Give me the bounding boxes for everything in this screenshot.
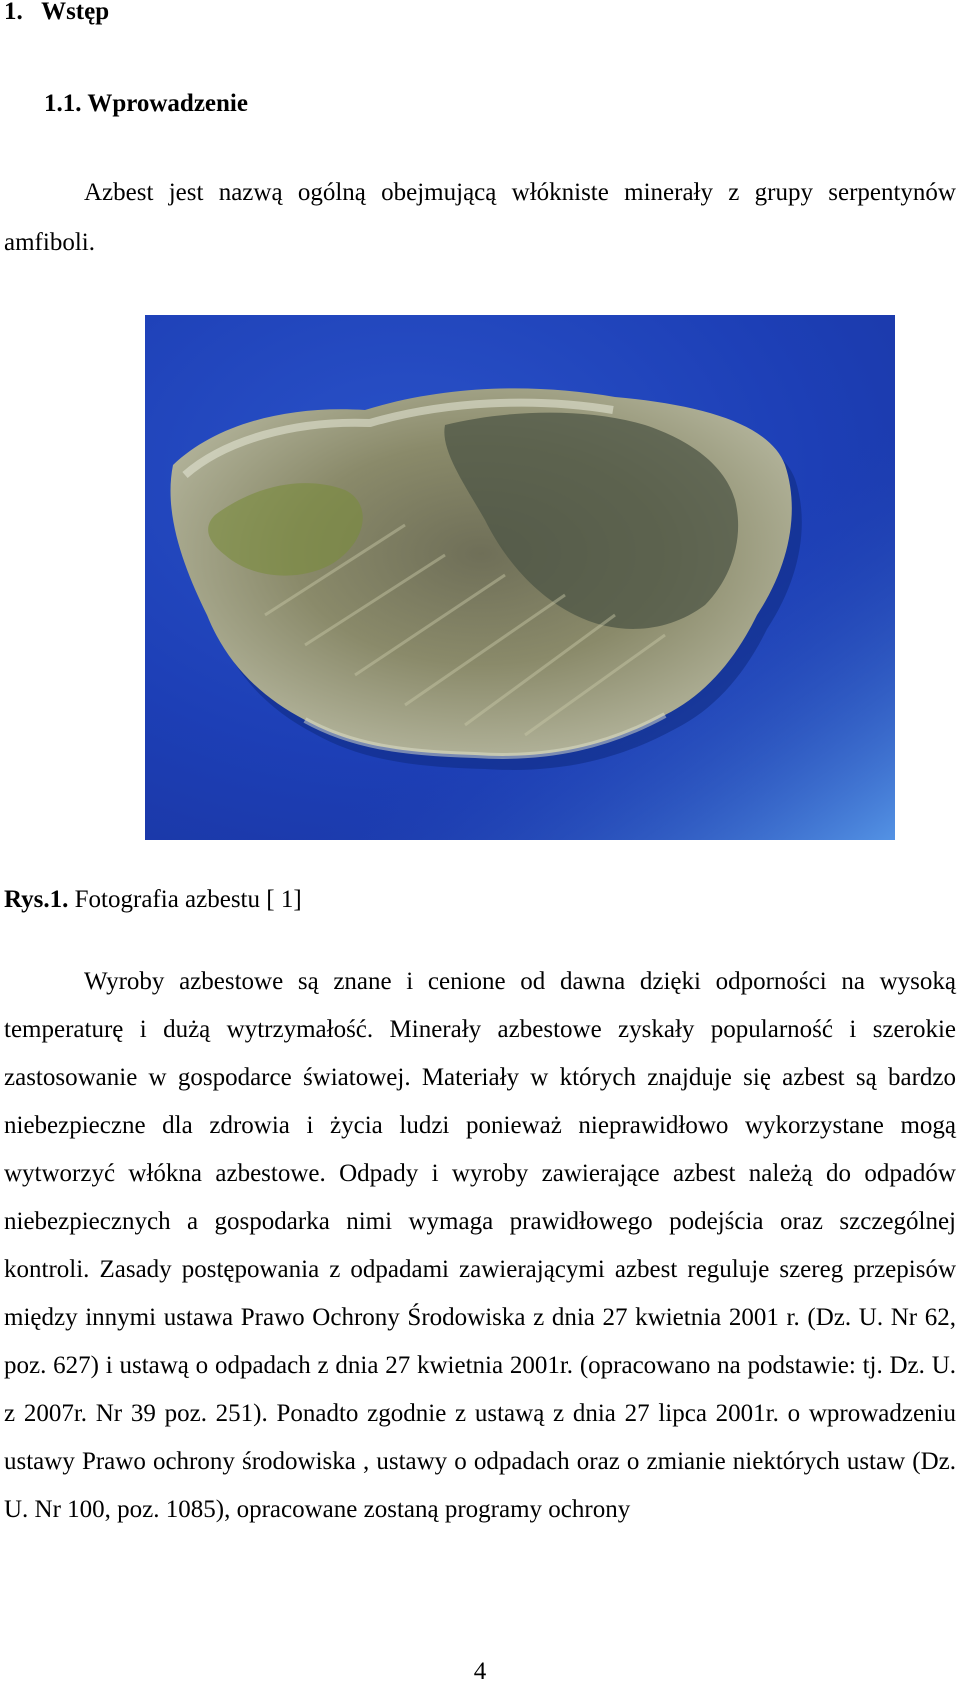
intro-paragraph: Azbest jest nazwą ogólną obejmującą włókniste minerały z grupy serpentynów amfiboli.	[4, 179, 956, 256]
figure-caption-text: Fotografia azbestu [ 1]	[68, 886, 302, 913]
subsection-number: 1.1.	[44, 90, 82, 117]
section-title: Wstęp	[41, 0, 110, 25]
section-heading	[4, 0, 109, 30]
subsection-heading	[44, 86, 248, 122]
body-paragraph: Wyroby azbestowe są znane i cenione od dawna dzięki odporności na wysoką temperaturę i dużą wytrzymałość. Minerały azbestowe zyskały popularność i szerokie zastosowanie w gospodarce światowej. Materiały w których znajduje się azbest są bardzo niebezpieczne dla zdrowia i życia ludzi ponieważ nieprawidłowo wykorzystane mogą wytworzyć włókna azbestowe. Odpady i wyroby zawierające azbest należą do odpadów niebezpiecznych a gospodarka nimi wymaga prawidłowego podejścia oraz szczególnej kontroli. Zasady postępowania z odpadami zawierającymi azbest reguluje szereg przepisów między innymi ustawa Prawo Ochrony Środowiska z dnia 27 kwietnia 2001 r. (Dz. U. Nr 62, poz. 627) i ustawą o odpadach z dnia 27 kwietnia 2001r. (opracowano na podstawie: tj. Dz. U. z 2007r. Nr 39 poz. 251). Ponadto zgodnie z ustawą z dnia 27 lipca 2001r. o wprowadzeniu ustawy Prawo ochrony środowiska , ustawy o odpadach oraz o zmianie niektórych ustaw (Dz. U. Nr 100, poz. 1085), opracowane zostaną programy ochrony	[4, 968, 956, 1523]
subsection-title: Wprowadzenie	[87, 90, 248, 117]
figure-caption	[4, 882, 302, 918]
asbestos-photo-illustration	[145, 315, 895, 840]
asbestos-photo	[145, 315, 895, 840]
figure-label: Rys.1.	[4, 886, 69, 913]
page-number: 4	[473, 1658, 487, 1685]
section-number: 1.	[4, 0, 23, 25]
